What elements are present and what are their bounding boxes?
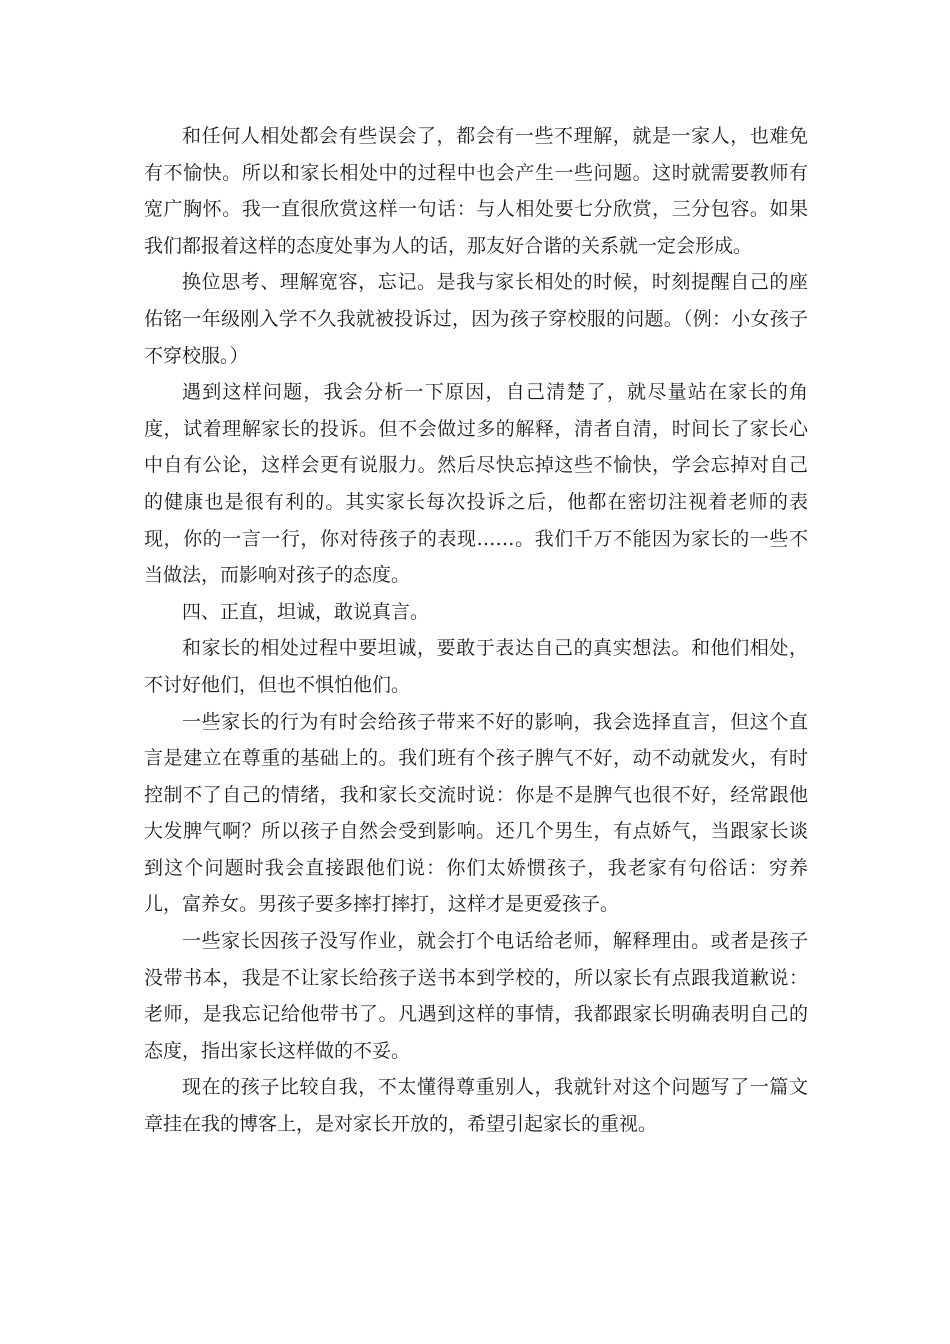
document-body xyxy=(144,118,808,1143)
paragraph-4: 和家长的相处过程中要坦诚，要敢于表达自己的真实想法。和他们相处，不讨好他们，但也不惧怕他们。 xyxy=(144,637,808,696)
paragraph-1: 和任何人相处都会有些误会了，都会有一些不理解，就是一家人，也难免有不愉快。所以和家长相处中的过程中也会产生一些问题。这时就需要教师有宽广胸怀。我一直很欣赏这样一句话：与人相处要七分欣赏，三分包容。如果我们都报着这样的态度处事为人的话，那友好合谐的关系就一定会形成。 xyxy=(144,125,808,257)
section-heading: 四、正直，坦诚，敢说真言。 xyxy=(182,600,430,623)
paragraph-5: 一些家长的行为有时会给孩子带来不好的影响，我会选择直言，但这个直言是建立在尊重的基础上的。我们班有个孩子脾气不好，动不动就发火，有时控制不了自己的情绪，我和家长交流时说：你是不是脾气也很不好，经常跟他大发脾气啊？所以孩子自然会受到影响。还几个男生，有点娇气，当跟家长谈到这个问题时我会直接跟他们说：你们太娇惯孩子，我老家有句俗话：穷养儿，富养女。男孩子要多摔打摔打，这样才是更爱孩子。 xyxy=(144,710,808,916)
paragraph-3: 遇到这样问题，我会分析一下原因，自己清楚了，就尽量站在家长的角度，试着理解家长的投诉。但不会做过多的解释，清者自清，时间长了家长心中自有公论，这样会更有说服力。然后尽快忘掉这些不愉快，学会忘掉对自己的健康也是很有利的。其实家长每次投诉之后，他都在密切注视着老师的表现，你的一言一行，你对待孩子的表现……。我们千万不能因为家长的一些不当做法，而影响对孩子的态度。 xyxy=(144,381,808,587)
paragraph-7: 现在的孩子比较自我，不太懂得尊重别人，我就针对这个问题写了一篇文章挂在我的博客上，是对家长开放的，希望引起家长的重视。 xyxy=(144,1076,808,1136)
paragraph-6: 一些家长因孩子没写作业，就会打个电话给老师，解释理由。或者是孩子没带书本，我是不让家长给孩子送书本到学校的，所以家长有点跟我道歉说：老师，是我忘记给他带书了。凡遇到这样的事情，我都跟家长明确表明自己的态度，指出家长这样做的不妥。 xyxy=(144,930,808,1062)
paragraph-2: 换位思考、理解宽容，忘记。是我与家长相处的时候，时刻提醒自己的座佑铭一年级刚入学不久我就被投诉过，因为孩子穿校服的问题。（例：小女孩子不穿校服。） xyxy=(144,271,808,367)
